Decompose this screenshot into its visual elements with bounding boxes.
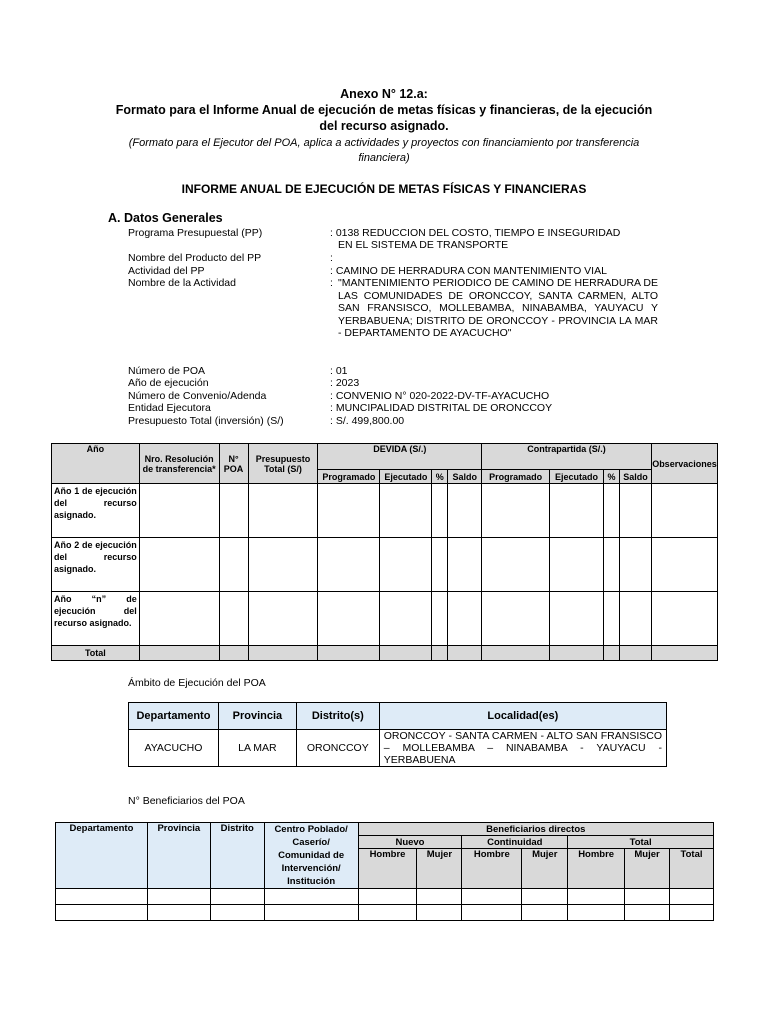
nombre-actividad-value: "MANTENIMIENTO PERIODICO DE CAMINO DE HERRADURA DE LAS COMUNIDADES DE ORONCCOY, SANTA CARMEN, ALTO SAN FRANSISCO, MOLLEBAMBA, NINABAMBA, YAUYACU Y YERBABUENA; DISTRITO DE ORONCCOY - PROVINCIA LA MAR - DEPARTAMENTO DE AYACUCHO" [338, 277, 658, 339]
nombre-actividad-label: Nombre de la Actividad [128, 277, 236, 289]
poa-value: : 01 [330, 365, 348, 377]
ambito-localidad: ORONCCOY - SANTA CARMEN - ALTO SAN FRANSISCO – MOLLEBAMBA – NINABAMBA - YAUYACU -YERBABUENA [379, 730, 666, 767]
ben-header-mujer: Mujer [417, 849, 462, 889]
entidad-label: Entidad Ejecutora [128, 402, 211, 414]
ambito-header-departamento: Departamento [129, 703, 219, 730]
sub-saldo: Saldo [448, 470, 482, 484]
actividad-pp-value: : CAMINO DE HERRADURA CON MANTENIMIENTO VIAL [330, 265, 607, 277]
ambito-header-distrito: Distrito(s) [296, 703, 379, 730]
total-row [52, 646, 718, 661]
sub-saldo: Saldo [619, 470, 651, 484]
ben-header-hombre: Hombre [462, 849, 522, 889]
format-title-line2: del recurso asignado. [319, 119, 449, 133]
convenio-label: Número de Convenio/Adenda [128, 390, 267, 402]
poa-label: Número de POA [128, 365, 206, 377]
ben-header-mujer: Mujer [522, 849, 568, 889]
ben-header-total-col: Total [670, 849, 714, 889]
beneficiarios-label: N° Beneficiarios del POA [128, 795, 245, 807]
sub-pct: % [604, 470, 620, 484]
table-row [129, 730, 667, 767]
table-row [56, 889, 714, 905]
ambito-provincia: LA MAR [218, 730, 296, 767]
ben-header-directos: Beneficiarios directos [358, 823, 713, 836]
producto-label: Nombre del Producto del PP [128, 252, 262, 264]
row-label-year-n: Año “n” de ejecución del recurso asignado. [52, 592, 140, 646]
sub-programado: Programado [482, 470, 550, 484]
ambito-header-provincia: Provincia [218, 703, 296, 730]
ben-header-centro-poblado: Centro Poblado/ Caserío/ Comunidad de Intervención/ Institución [264, 823, 358, 889]
programa-value-1: : 0138 REDUCCION DEL COSTO, TIEMPO E INSEGURIDAD [330, 227, 621, 239]
header-devida: DEVIDA (S/.) [318, 444, 482, 470]
header-anio: Año [52, 444, 140, 484]
table-row [52, 538, 718, 592]
header-presupuesto: Presupuesto Total (S/) [248, 444, 318, 484]
anio-label: Año de ejecución [128, 377, 209, 389]
entidad-value: : MUNCIPALIDAD DISTRITAL DE ORONCCOY [330, 402, 553, 414]
table-row [52, 592, 718, 646]
report-title: INFORME ANUAL DE EJECUCIÓN DE METAS FÍSICAS Y FINANCIERAS [181, 182, 587, 196]
programa-value-2: EN EL SISTEMA DE TRANSPORTE [338, 239, 509, 251]
programa-label: Programa Presupuestal (PP) [128, 227, 263, 239]
format-title-line1: Formato para el Informe Anual de ejecución de metas físicas y financieras, de la ejecución [115, 103, 653, 117]
total-label: Total [52, 646, 140, 661]
actividad-pp-label: Actividad del PP [128, 265, 205, 277]
ben-header-hombre: Hombre [568, 849, 625, 889]
ambito-header-localidad: Localidad(es) [379, 703, 666, 730]
ben-header-departamento: Departamento [56, 823, 148, 889]
header-observaciones: Observaciones [651, 444, 717, 484]
ben-header-distrito: Distrito [210, 823, 264, 889]
anio-value: : 2023 [330, 377, 360, 389]
sub-programado: Programado [318, 470, 380, 484]
ambito-label: Ámbito de Ejecución del POA [128, 677, 266, 689]
producto-value: : [330, 252, 333, 264]
table-row [52, 484, 718, 538]
sub-ejecutado: Ejecutado [380, 470, 432, 484]
ambito-departamento: AYACUCHO [129, 730, 219, 767]
ambito-table [128, 702, 667, 767]
section-a-heading: A. Datos Generales [108, 211, 223, 225]
header-contrapartida: Contrapartida (S/.) [482, 444, 652, 470]
row-label-year1: Año 1 de ejecución del recurso asignado. [52, 484, 140, 538]
beneficiarios-table [55, 822, 714, 921]
ben-header-provincia: Provincia [147, 823, 210, 889]
document-header [100, 86, 668, 166]
ben-header-total: Total [568, 836, 714, 849]
ben-header-continuidad: Continuidad [462, 836, 568, 849]
row-label-year2: Año 2 de ejecución del recurso asignado. [52, 538, 140, 592]
anexo-title: Anexo N° 12.a: [340, 87, 428, 101]
ben-header-nuevo: Nuevo [358, 836, 462, 849]
sub-pct: % [432, 470, 448, 484]
presupuesto-value: : S/. 499,800.00 [330, 415, 405, 427]
sub-ejecutado: Ejecutado [550, 470, 604, 484]
header-poa: N° POA [219, 444, 248, 484]
ambito-distrito: ORONCCOY [296, 730, 379, 767]
convenio-value: : CONVENIO N° 020-2022-DV-TF-AYACUCHO [330, 390, 550, 402]
presupuesto-label: Presupuesto Total (inversión) (S/) [128, 415, 284, 427]
format-subtitle-line2: financiera) [358, 152, 410, 164]
format-subtitle [100, 136, 668, 166]
table-row [56, 905, 714, 921]
ben-header-hombre: Hombre [358, 849, 417, 889]
format-subtitle-line1: (Formato para el Ejecutor del POA, aplica a actividades y proyectos con financiamiento por transferencia [128, 137, 640, 149]
ben-header-mujer: Mujer [625, 849, 670, 889]
nombre-actividad-colon: : [330, 277, 333, 289]
header-nro-resolucion: Nro. Resolución de transferencia* [139, 444, 219, 484]
financial-execution-table [51, 443, 718, 661]
